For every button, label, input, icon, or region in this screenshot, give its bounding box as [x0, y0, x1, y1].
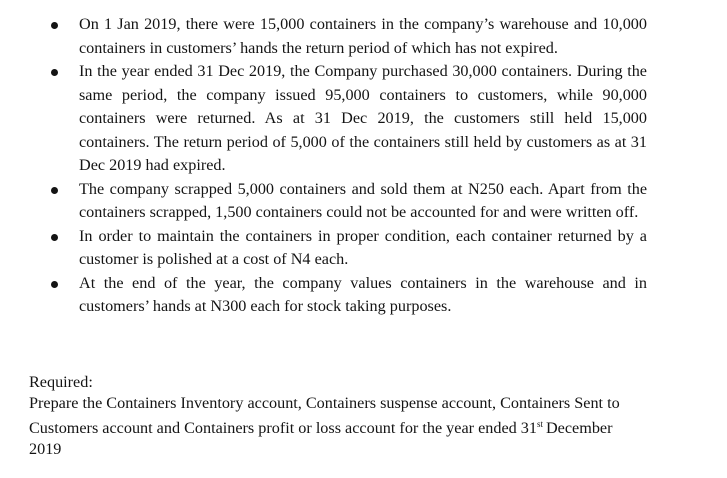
bullet-dot-icon	[51, 281, 58, 288]
required-section	[29, 372, 629, 460]
bullet-dot-icon	[51, 22, 58, 29]
bullet-dot-icon	[51, 69, 58, 76]
bullet-item-purchases-issues	[0, 60, 647, 178]
ordinal-suffix: st	[536, 419, 543, 429]
bullet-item-scrapped	[0, 178, 647, 225]
bullet-text: In order to maintain the containers in proper condition, each container returned by a customer is polished at a cost of N4 each.	[79, 226, 647, 268]
bullet-dot-icon	[51, 234, 58, 241]
bullet-text: At the end of the year, the company values containers in the warehouse and in customers’ hands at N300 each for stock taking purposes.	[79, 273, 647, 315]
facts-bullet-list	[0, 13, 727, 319]
bullet-text: The company scrapped 5,000 containers and sold them at N250 each. Apart from the containers scrapped, 1,500 containers could not be accounted for and were written off.	[79, 179, 647, 221]
required-instructions	[29, 393, 629, 460]
bullet-text: On 1 Jan 2019, there were 15,000 containers in the company’s warehouse and 10,000 containers in customers’ hands the return period of which has not expired.	[79, 15, 647, 57]
bullet-dot-icon	[51, 187, 58, 194]
bullet-item-polishing-cost	[0, 225, 647, 272]
instructions-text: Prepare the Containers Inventory account, Containers suspense account, Containers Sent to Customers account and Containers profit or loss account for the year ended 31	[29, 394, 620, 437]
bullet-text: In the year ended 31 Dec 2019, the Company purchased 30,000 containers. During the same period, the company issued 95,000 containers to customers, while 90,000 containers were returned. As at 31 Dec 2019, the customers still held 15,000 containers. The return period of 5,000 of the containers still held by customers as at 31 Dec 2019 had expired.	[79, 62, 647, 174]
instructions-date: December 2019	[29, 419, 613, 458]
required-heading: Required:	[29, 373, 93, 391]
bullet-item-opening-balance	[0, 13, 647, 60]
bullet-item-valuation	[0, 272, 647, 319]
